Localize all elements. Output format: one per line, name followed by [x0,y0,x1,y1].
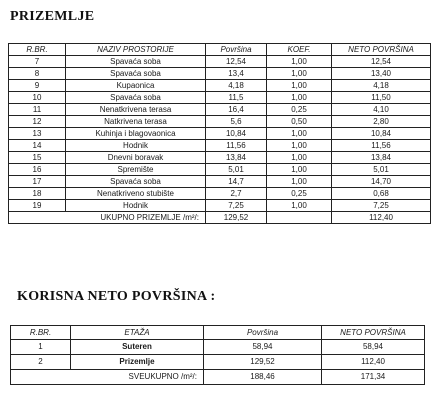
table-total-row [9,212,431,224]
cell-coefficient: 0,25 [267,188,332,200]
header-rbr: R.BR. [9,44,66,56]
header-rbr: R.BR. [11,326,71,340]
cell-rbr: 17 [9,176,66,188]
total-net-area: 171,34 [322,370,425,385]
cell-area: 13,84 [206,152,267,164]
table-header-row [11,326,425,340]
table-row [9,104,431,116]
cell-coefficient: 1,00 [267,200,332,212]
cell-coefficient: 0,25 [267,104,332,116]
cell-room-name: Spavaća soba [66,68,206,80]
cell-room-name: Spavaća soba [66,56,206,68]
cell-coefficient: 1,00 [267,56,332,68]
cell-net-area: 11,50 [332,92,431,104]
table-row [9,152,431,164]
cell-area: 4,18 [206,80,267,92]
cell-area: 5,6 [206,116,267,128]
cell-net-area: 5,01 [332,164,431,176]
cell-net-area: 4,18 [332,80,431,92]
cell-net-area: 13,84 [332,152,431,164]
cell-rbr: 7 [9,56,66,68]
header-net-area: NETO POVRŠINA [322,326,425,340]
cell-coefficient: 1,00 [267,92,332,104]
summary-area-table [10,325,425,385]
table-row [9,56,431,68]
table-row [9,188,431,200]
header-floor: ETAŽA [71,326,204,340]
table-row [9,116,431,128]
cell-room-name: Natkrivena terasa [66,116,206,128]
cell-rbr: 9 [9,80,66,92]
cell-room-name: Kuhinja i blagovaonica [66,128,206,140]
cell-area: 10,84 [206,128,267,140]
table-row [11,340,425,355]
total-net-area: 112,40 [332,212,431,224]
cell-net-area: 12,54 [332,56,431,68]
cell-area: 7,25 [206,200,267,212]
total-label: SVEUKUPNO /m²/: [11,370,204,385]
cell-coefficient: 1,00 [267,140,332,152]
table-row [9,200,431,212]
cell-rbr: 14 [9,140,66,152]
header-area: Površina [204,326,322,340]
total-label: UKUPNO PRIZEMLJE /m²/: [9,212,206,224]
cell-room-name: Hodnik [66,140,206,152]
table-header-row [9,44,431,56]
cell-coefficient: 1,00 [267,164,332,176]
table-row [9,176,431,188]
cell-room-name: Kupaonica [66,80,206,92]
header-area: Površina [206,44,267,56]
cell-room-name: Spavaća soba [66,176,206,188]
cell-area: 129,52 [204,355,322,370]
total-area: 188,46 [204,370,322,385]
cell-area: 16,4 [206,104,267,116]
cell-coefficient: 1,00 [267,68,332,80]
table-row [9,92,431,104]
table-total-row [11,370,425,385]
cell-floor: Prizemlje [71,355,204,370]
table-row [11,355,425,370]
cell-room-name: Spremište [66,164,206,176]
cell-rbr: 13 [9,128,66,140]
cell-room-name: Hodnik [66,200,206,212]
section-title-korisna-neto: KORISNA NETO POVRŠINA : [17,289,216,304]
cell-net-area: 112,40 [322,355,425,370]
cell-rbr: 19 [9,200,66,212]
cell-area: 13,4 [206,68,267,80]
cell-room-name: Spavaća soba [66,92,206,104]
cell-net-area: 14,70 [332,176,431,188]
cell-net-area: 58,94 [322,340,425,355]
cell-room-name: Dnevni boravak [66,152,206,164]
table-row [9,140,431,152]
cell-rbr: 2 [11,355,71,370]
cell-area: 5,01 [206,164,267,176]
cell-coefficient: 0,50 [267,116,332,128]
cell-net-area: 11,56 [332,140,431,152]
cell-rbr: 18 [9,188,66,200]
cell-area: 12,54 [206,56,267,68]
cell-rbr: 16 [9,164,66,176]
prizemlje-area-table [8,43,431,224]
cell-coefficient: 1,00 [267,80,332,92]
cell-floor: Suteren [71,340,204,355]
cell-room-name: Nenatkrivena terasa [66,104,206,116]
cell-net-area: 7,25 [332,200,431,212]
table-row [9,128,431,140]
cell-rbr: 11 [9,104,66,116]
cell-net-area: 0,68 [332,188,431,200]
cell-area: 11,5 [206,92,267,104]
cell-rbr: 1 [11,340,71,355]
cell-coefficient: 1,00 [267,128,332,140]
table-row [9,164,431,176]
table-row [9,80,431,92]
cell-coefficient: 1,00 [267,152,332,164]
cell-net-area: 13,40 [332,68,431,80]
cell-area: 11,56 [206,140,267,152]
header-coefficient: KOEF. [267,44,332,56]
header-net-area: NETO POVRŠINA [332,44,431,56]
cell-rbr: 10 [9,92,66,104]
total-area: 129,52 [206,212,267,224]
cell-rbr: 15 [9,152,66,164]
cell-net-area: 4,10 [332,104,431,116]
total-empty-cell [267,212,332,224]
cell-coefficient: 1,00 [267,176,332,188]
header-room-name: NAZIV PROSTORIJE [66,44,206,56]
cell-room-name: Nenatkriveno stubište [66,188,206,200]
cell-net-area: 10,84 [332,128,431,140]
section-title-prizemlje: PRIZEMLJE [10,9,95,24]
table-row [9,68,431,80]
cell-rbr: 12 [9,116,66,128]
cell-area: 2,7 [206,188,267,200]
cell-area: 58,94 [204,340,322,355]
cell-rbr: 8 [9,68,66,80]
cell-net-area: 2,80 [332,116,431,128]
cell-area: 14,7 [206,176,267,188]
